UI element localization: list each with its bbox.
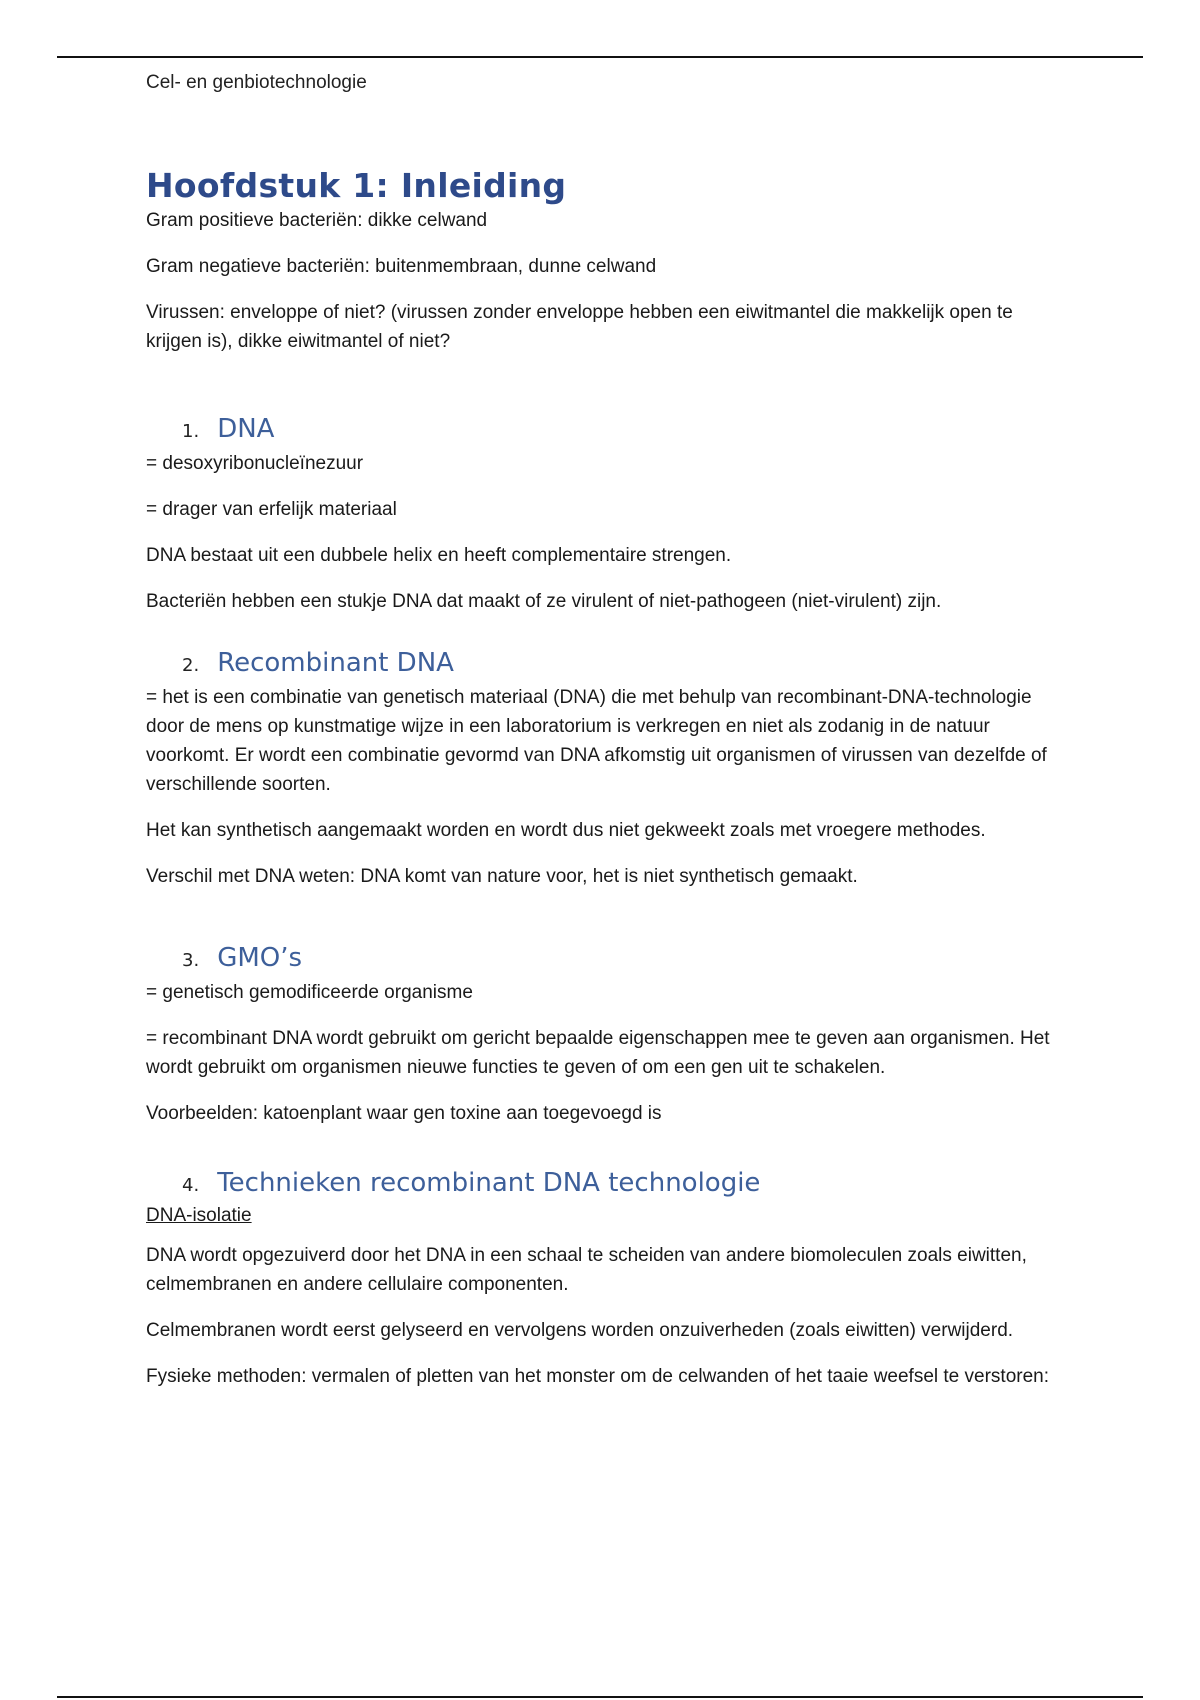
section-title: GMO’s — [217, 943, 303, 973]
section-title: Recombinant DNA — [217, 648, 454, 678]
paragraph: Voorbeelden: katoenplant waar gen toxine aan toegevoegd is — [146, 1103, 662, 1124]
paragraph: = genetisch gemodificeerde organisme — [146, 982, 473, 1003]
paragraph: DNA wordt opgezuiverd door het DNA in een schaal te scheiden van andere biomoleculen zoals eiwitten, celmembranen en andere cellulaire componenten. — [146, 1245, 1027, 1295]
running-header: Cel- en genbiotechnologie — [146, 72, 367, 93]
paragraph: Virussen: enveloppe of niet? (virussen zonder enveloppe hebben een eiwitmantel die makkelijk open te krijgen is), dikke eiwitmantel of niet? — [146, 302, 1013, 352]
header-rule — [57, 56, 1143, 58]
subheading-dna-isolation: DNA-isolatie — [146, 1205, 252, 1226]
paragraph: = drager van erfelijk materiaal — [146, 499, 397, 520]
page-body — [146, 166, 1066, 1408]
paragraph: Fysieke methoden: vermalen of pletten van het monster om de celwanden of het taaie weefsel te verstoren: — [146, 1366, 1050, 1387]
section-heading-techniques — [146, 1166, 1066, 1203]
paragraph: Gram positieve bacteriën: dikke celwand — [146, 210, 488, 231]
footer-rule — [57, 1696, 1143, 1698]
chapter-title: Hoofdstuk 1: Inleiding — [146, 166, 567, 205]
section-number: 4. — [182, 1175, 200, 1196]
paragraph: Bacteriën hebben een stukje DNA dat maakt of ze virulent of niet-pathogeen (niet-virulent) zijn. — [146, 591, 942, 612]
paragraph: = recombinant DNA wordt gebruikt om gericht bepaalde eigenschappen mee te geven aan organismen. Het wordt gebruikt om organismen nieuwe functies te geven of om een gen uit te schakelen. — [146, 1028, 1050, 1078]
paragraph: DNA bestaat uit een dubbele helix en heeft complementaire strengen. — [146, 545, 732, 566]
section-number: 3. — [182, 950, 200, 971]
section-number: 2. — [182, 655, 200, 676]
section-title: Technieken recombinant DNA technologie — [217, 1168, 761, 1198]
section-title: DNA — [217, 414, 275, 444]
paragraph: Celmembranen wordt eerst gelyseerd en vervolgens worden onzuiverheden (zoals eiwitten) verwijderd. — [146, 1320, 1014, 1341]
paragraph: Gram negatieve bacteriën: buitenmembraan, dunne celwand — [146, 256, 657, 277]
section-heading-recombinant-dna — [146, 646, 1066, 683]
section-heading-gmos — [146, 941, 1066, 978]
paragraph: Verschil met DNA weten: DNA komt van nature voor, het is niet synthetisch gemaakt. — [146, 866, 858, 887]
section-number: 1. — [182, 421, 200, 442]
paragraph: = desoxyribonucleïnezuur — [146, 453, 364, 474]
paragraph: Het kan synthetisch aangemaakt worden en wordt dus niet gekweekt zoals met vroegere methodes. — [146, 820, 986, 841]
section-heading-dna — [146, 412, 1066, 449]
paragraph: = het is een combinatie van genetisch materiaal (DNA) die met behulp van recombinant-DNA-technologie door de mens op kunstmatige wijze in een laboratorium is verkregen en niet als zodanig in de natuur voorkomt. Er wordt een combinatie gevormd van DNA afkomstig uit organismen of virussen van dezelfde of verschillende soorten. — [146, 687, 1047, 795]
